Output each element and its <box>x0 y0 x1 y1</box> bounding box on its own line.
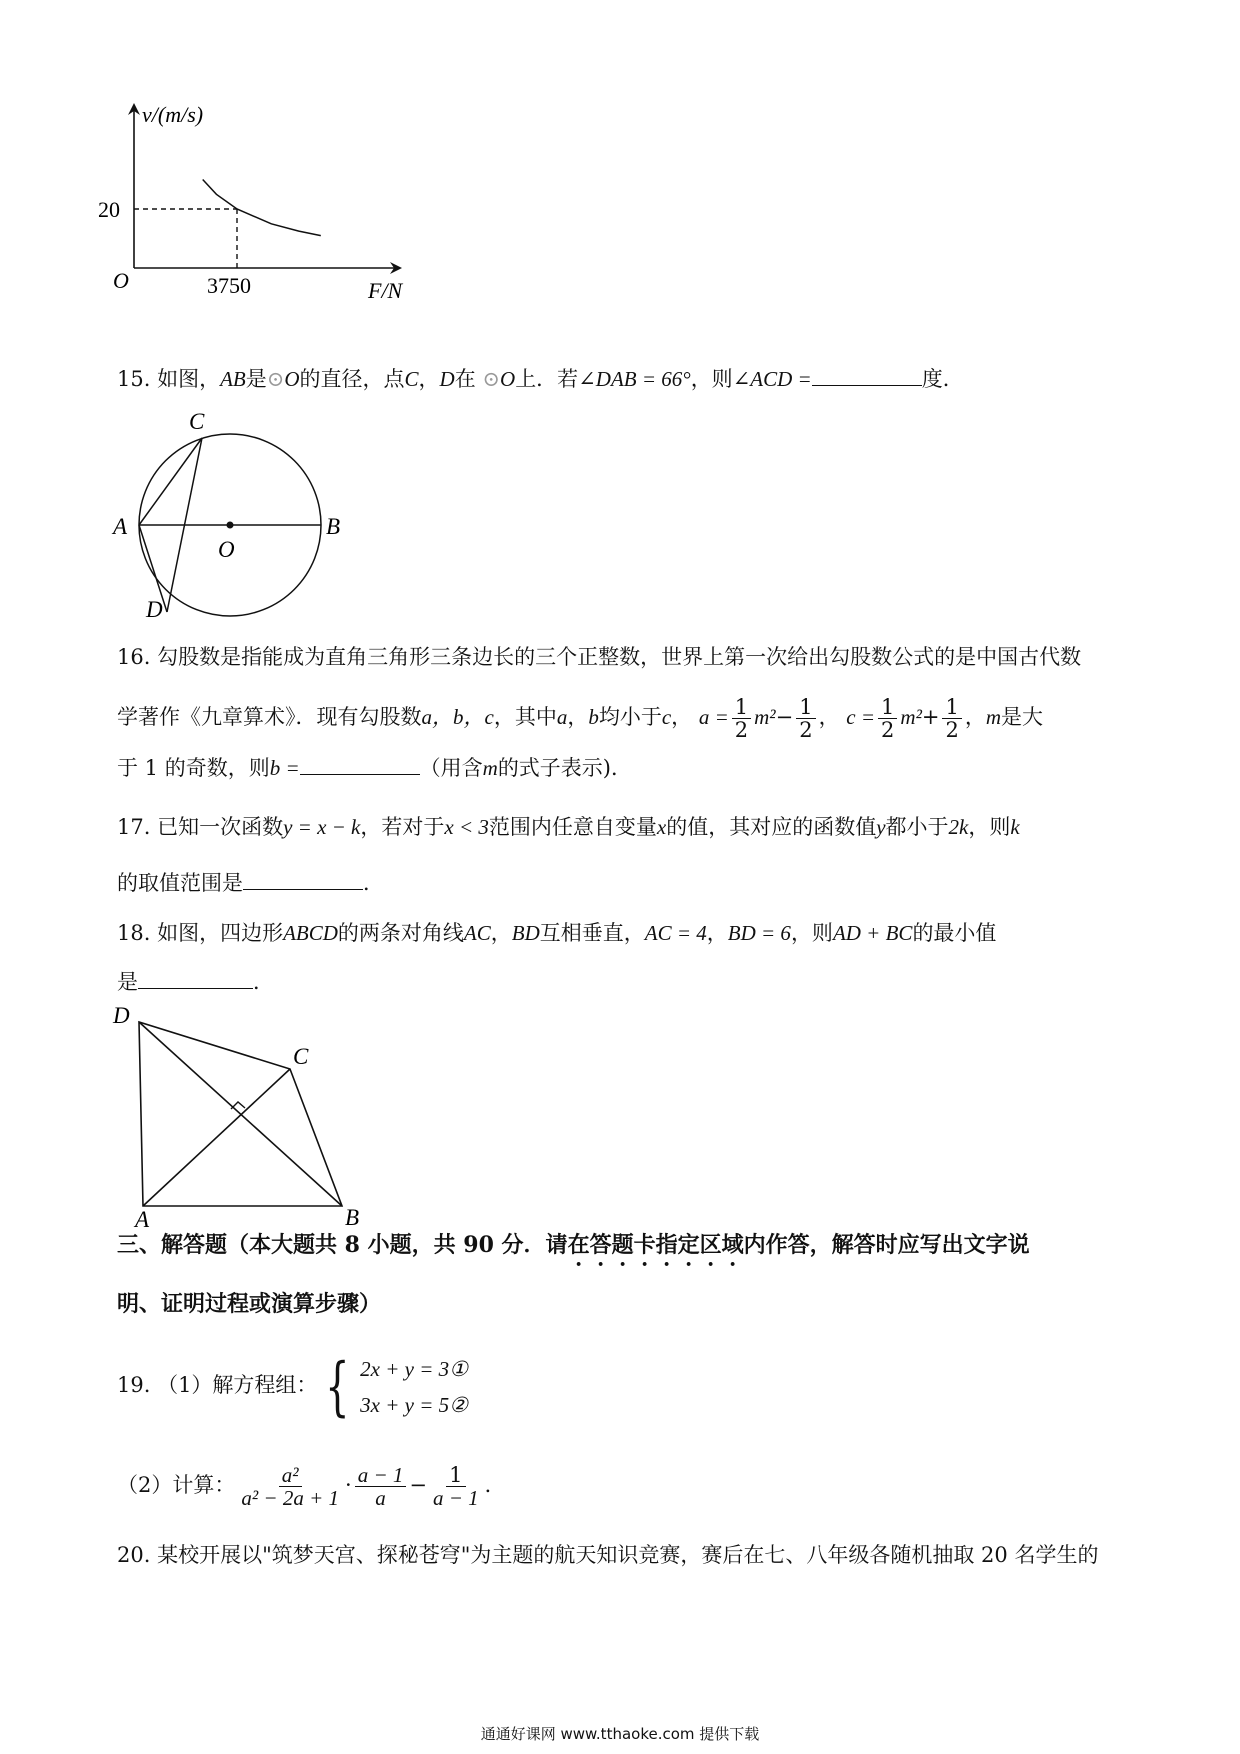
label-d: D <box>113 1003 130 1028</box>
question-15-text: 15. 如图，AB是⊙O的直径，点C，D在 ⊙O上．若∠DAB = 66°，则∠ACD = 度． <box>117 363 964 394</box>
center-point <box>227 522 234 529</box>
hyperbola-curve <box>203 180 321 236</box>
label-c: C <box>293 1044 309 1069</box>
question-17-line-2: 的取值范围是 ． <box>117 867 384 898</box>
question-19-part-2: （2）计算： $\frac{\text{a²}}{\text{a² − 2a + 1}}$ · $\frac{a - 1}{a}$ − $\frac{1}{a - 1}$ ． <box>117 1462 506 1510</box>
fraction-2: $\frac{a - 1}{a}$ <box>355 1464 407 1509</box>
label-b: B <box>326 514 341 539</box>
answer-blank-17 <box>243 867 363 890</box>
fraction-1: $\frac{\text{a²}}{\text{a² − 2a + 1}}$ <box>241 1462 340 1510</box>
answer-blank-16 <box>300 752 420 775</box>
answer-blank-15 <box>812 363 922 386</box>
fraction-3: $\frac{1}{a - 1}$ <box>432 1462 479 1510</box>
question-18-line-2: 是 ． <box>117 966 274 997</box>
y-axis-label: v/(m/s) <box>142 102 204 127</box>
answer-blank-18 <box>138 966 253 989</box>
label-o: O <box>218 537 235 562</box>
question-16-line-1: 16. 勾股数是指能成为直角三角形三条边长的三个正整数，世界上第一次给出勾股数公式的是中国古代数 <box>117 645 1082 669</box>
section-3-heading-line-1: 三、解答题（本大题共 8 小题，共 90 分．请在答题卡指定区域内作答，解答时应写出文字说 <box>117 1232 1030 1258</box>
diagonal-bd <box>139 1022 342 1206</box>
question-16-line-2: 学著作《九章算术》．现有勾股数a，b，c，其中a，b均小于c， a = $\frac{1}{2}$ m²− $\frac{1}{2}$ ， c = $\frac{1}{2}$ m²+ $\frac{1}{2}$ ，m是大 <box>117 695 1044 743</box>
question-19-part-1: 19. （1）解方程组： { 2x + y = 3① 3x + y = 5② <box>117 1349 468 1424</box>
section-3-heading-line-2: 明、证明过程或演算步骤） <box>117 1291 382 1317</box>
footer-credit: 通通好课网 www.tthaoke.com 提供下载 <box>480 1725 760 1743</box>
x-axis-label: F/N <box>368 278 403 303</box>
velocity-force-graph <box>98 95 430 345</box>
label-d: D <box>146 597 163 622</box>
question-16-line-3: 于 1 的奇数，则b = （用含m的式子表示)． <box>117 752 632 783</box>
diagonal-ac <box>143 1069 290 1206</box>
equation-system: { 2x + y = 3① 3x + y = 5② <box>325 1349 468 1424</box>
origin-label: O <box>113 268 129 293</box>
circle-figure <box>105 405 355 625</box>
question-17-line-1: 17. 已知一次函数y = x − k，若对于x < 3范围内任意自变量x的值，其对应的函数值y都小于2k，则k <box>117 815 1020 839</box>
question-20-line-1: 20. 某校开展以"筑梦天宫、探秘苍穹"为主题的航天知识竞赛，赛后在七、八年级各随机抽取 20 名学生的 <box>117 1543 1099 1567</box>
quadrilateral-figure <box>105 1000 385 1230</box>
label-c: C <box>189 409 205 434</box>
x-tick-label: 3750 <box>207 273 251 298</box>
question-18-line-1: 18. 如图，四边形ABCD的两条对角线AC，BD互相垂直，AC = 4，BD = 6，则AD + BC的最小值 <box>117 921 997 945</box>
y-tick-label: 20 <box>98 197 120 222</box>
label-b: B <box>345 1205 360 1230</box>
label-a: A <box>135 1207 150 1232</box>
label-a: A <box>113 514 128 539</box>
